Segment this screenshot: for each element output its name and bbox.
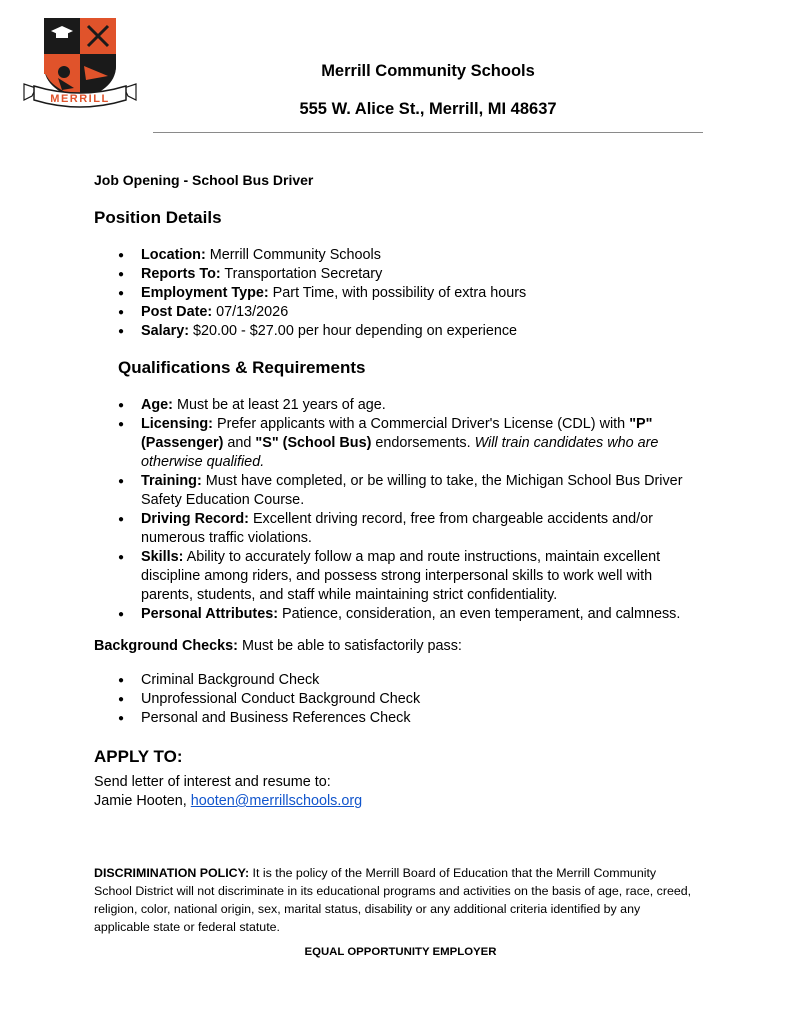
list-item	[118, 246, 698, 265]
item-label: Driving Record:	[141, 511, 249, 527]
school-crest-logo	[22, 14, 138, 114]
list-item: ● Licensing: Prefer applicants with a Commercial Driver's License (CDL) with "P" (Passenger) and "S" (School Bus) endorsements. Will train candidates who are otherwise qualified.	[118, 415, 698, 472]
item-label: Training:	[141, 473, 202, 489]
item-value: Must have completed, or be willing to take, the Michigan School Bus Driver Safety Education Course.	[141, 473, 683, 508]
list-item	[118, 396, 698, 415]
item-value: Part Time, with possibility of extra hours	[268, 285, 527, 301]
logo-banner-text: MERRILL	[50, 93, 110, 105]
list-item	[118, 303, 698, 322]
qualifications-heading: Qualifications & Requirements	[118, 358, 366, 377]
item-value: Patience, consideration, an even temperament, and calmness.	[278, 606, 681, 622]
list-item: ● Unprofessional Conduct Background Check	[118, 690, 698, 709]
item-value: Excellent driving record, free from chargeable accidents and/or numerous traffic violations.	[141, 511, 653, 546]
item-label: Skills:	[141, 549, 184, 565]
item-label: Salary:	[141, 323, 189, 339]
list-item	[118, 284, 698, 303]
item-label: Location:	[141, 247, 206, 263]
apply-heading: APPLY TO:	[94, 747, 183, 766]
list-item	[118, 265, 698, 284]
list-item: ● Personal and Business References Check	[118, 709, 698, 728]
item-value: 07/13/2026	[212, 304, 289, 320]
item-value: Must be at least 21 years of age.	[172, 397, 386, 413]
position-details-list	[118, 246, 698, 341]
position-details-heading: Position Details	[94, 208, 222, 227]
qualifications-list	[118, 396, 698, 624]
item-label: Post Date:	[141, 304, 213, 320]
item-value: $20.00 - $27.00 per hour depending on experience	[189, 323, 518, 339]
item-value: Merrill Community Schools	[205, 247, 381, 263]
item-label: Employment Type:	[141, 285, 269, 301]
item-label: Reports To:	[141, 266, 221, 282]
list-item	[118, 510, 698, 548]
job-heading: Job Opening - School Bus Driver	[94, 172, 314, 188]
item-value: Ability to accurately follow a map and route instructions, maintain excellent discipline among riders, and possess strong interpersonal skills to work well with parents, students, and staff while maintaining strict confidentiality.	[141, 549, 661, 603]
background-checks-intro: Background Checks: Must be able to satisfactorily pass:	[94, 638, 462, 654]
list-item: ● Criminal Background Check	[118, 671, 698, 690]
list-item	[118, 322, 698, 341]
discrimination-policy: DISCRIMINATION POLICY: It is the policy of the Merrill Board of Education that the Merrill Community School District will not discriminate in its educational programs and activities on the basis of age, race, creed, religion, color, national origin, sex, marital status, disability or any additional criteria identified by any applicable state or federal statute.	[94, 866, 692, 934]
list-item	[118, 548, 698, 605]
school-address: 555 W. Alice St., Merrill, MI 48637	[299, 100, 557, 118]
equal-opportunity-footer: EQUAL OPPORTUNITY EMPLOYER	[304, 946, 497, 958]
item-value: Transportation Secretary	[220, 266, 383, 282]
list-item	[118, 605, 698, 624]
apply-instructions: Send letter of interest and resume to:	[94, 774, 331, 790]
item-label: Age:	[141, 397, 173, 413]
item-label: Licensing:	[141, 416, 213, 432]
list-item	[118, 472, 698, 510]
background-checks-list	[118, 671, 698, 728]
email-link[interactable]: hooten@merrillschools.org	[190, 793, 363, 809]
item-label: Personal Attributes:	[141, 606, 278, 622]
school-name: Merrill Community Schools	[321, 62, 535, 80]
apply-contact: Jamie Hooten, hooten@merrillschools.org	[94, 793, 363, 809]
header-divider	[153, 132, 703, 133]
